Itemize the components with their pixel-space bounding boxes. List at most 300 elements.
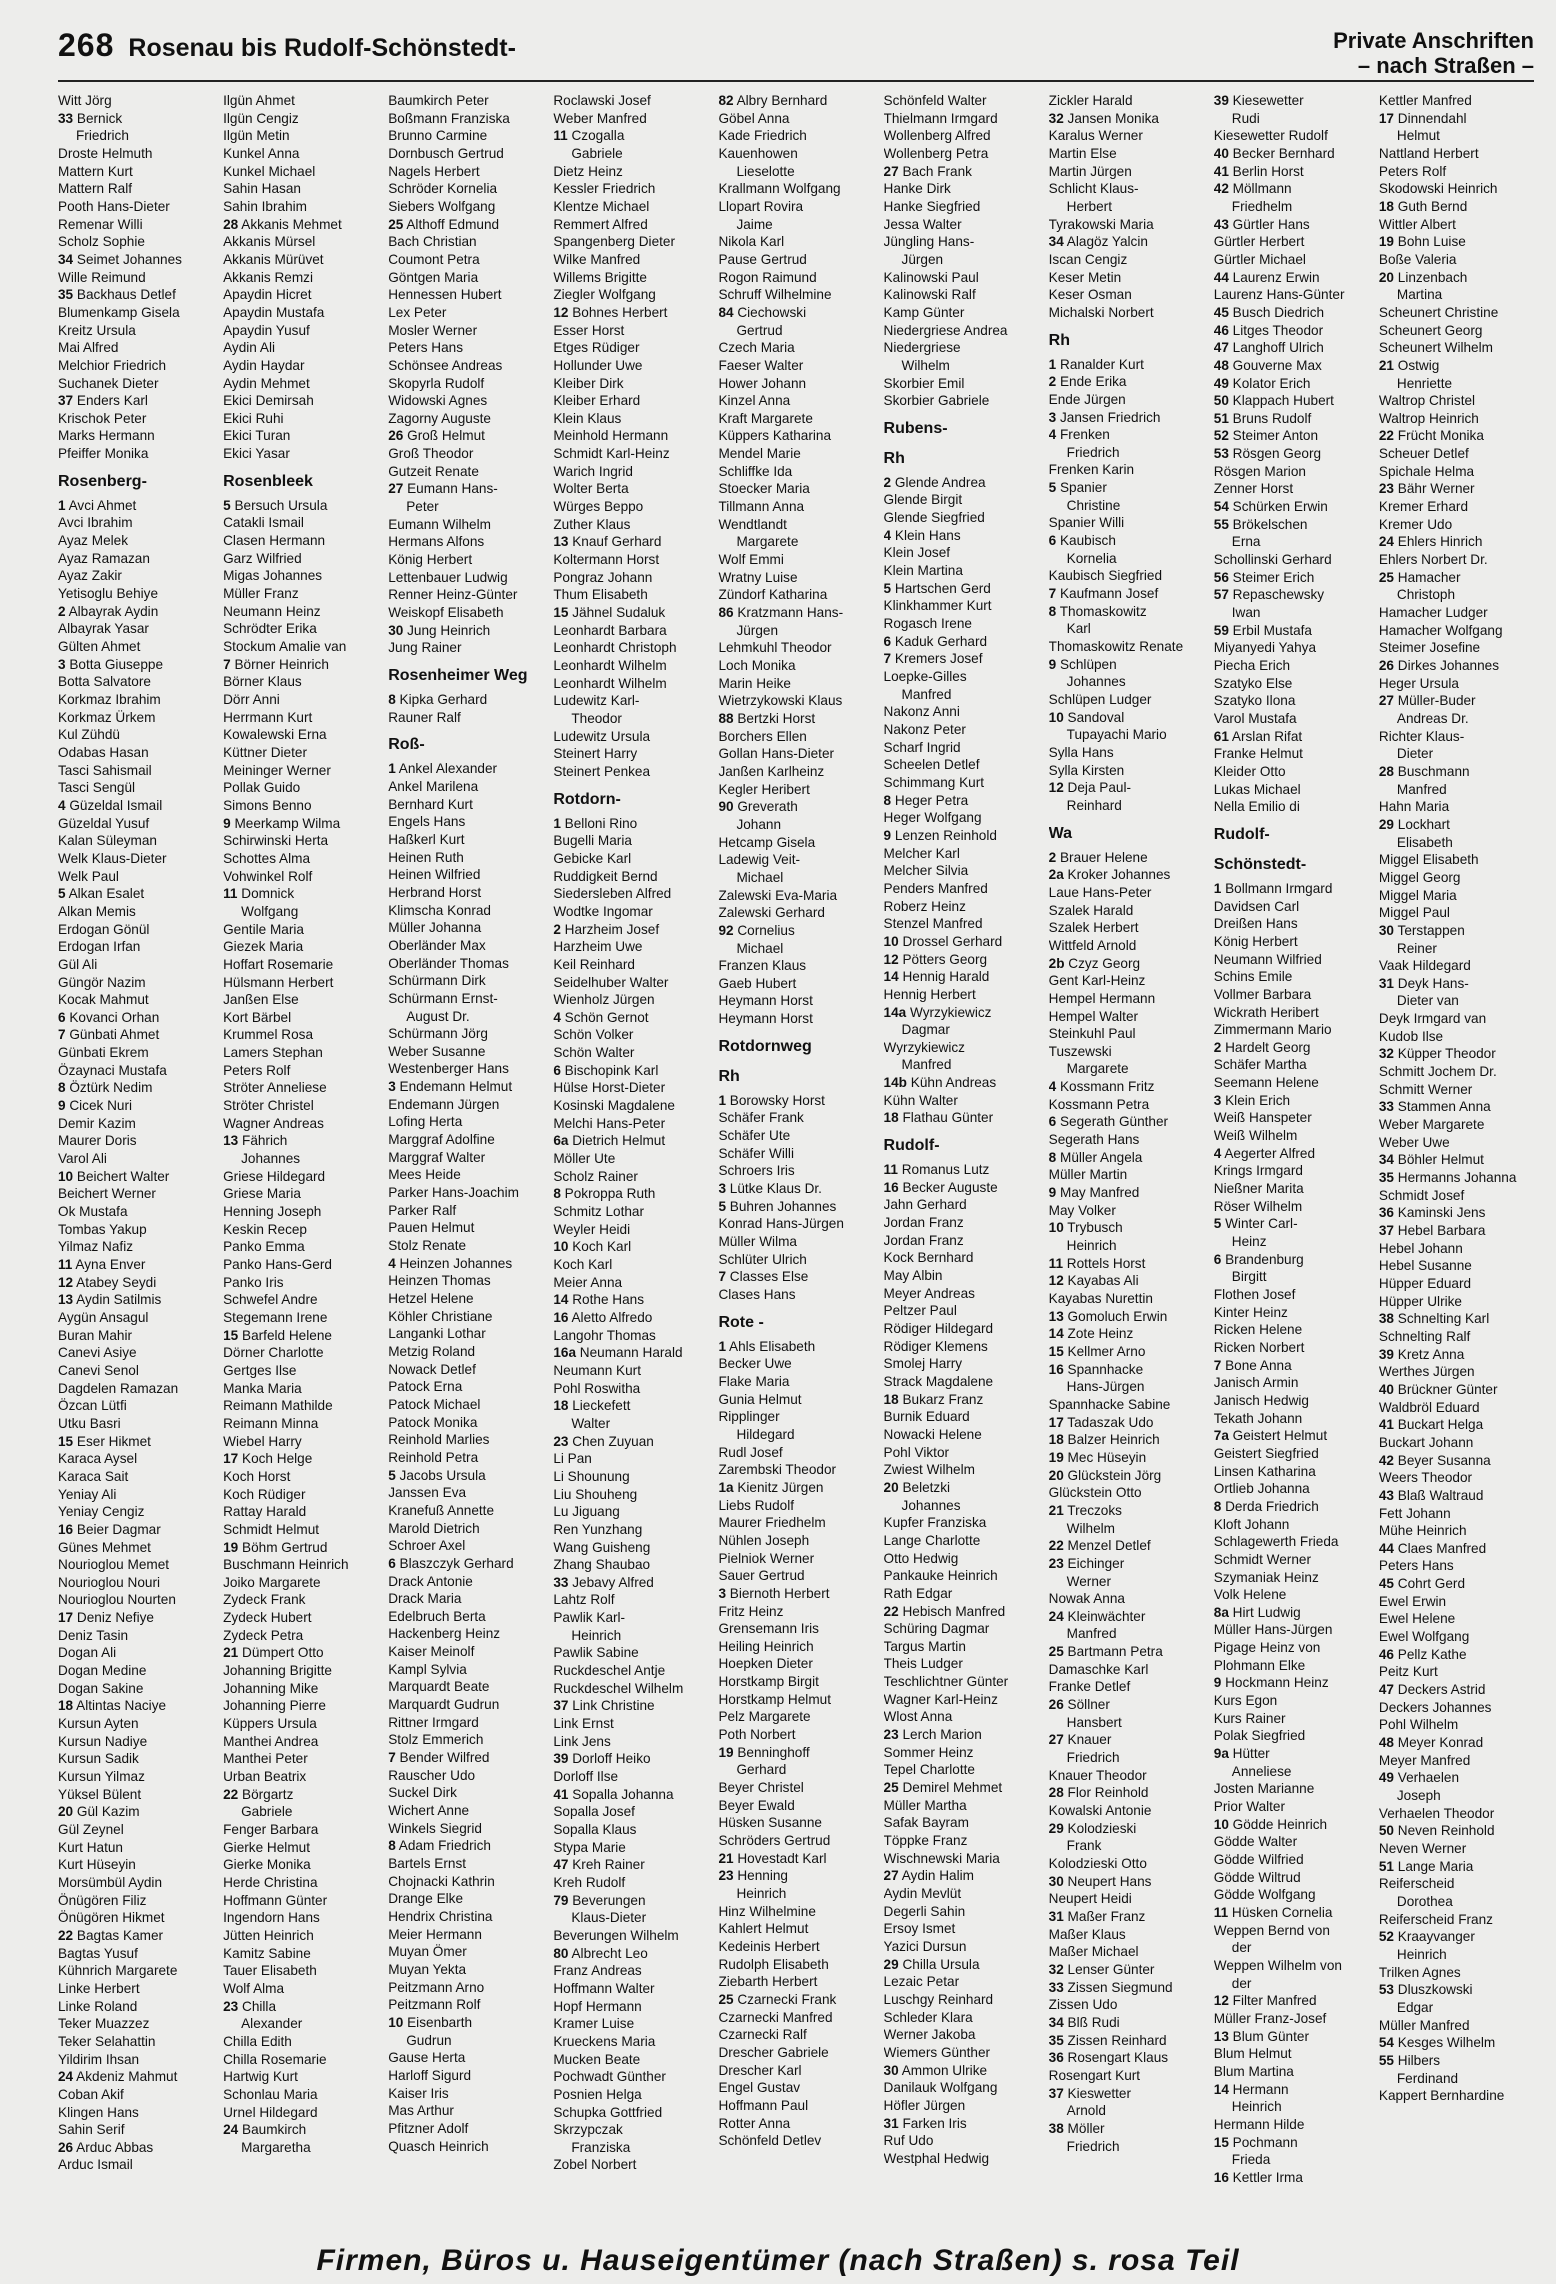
resident-entry: Hartwig Kurt [223, 2069, 298, 2085]
house-number: 24 [223, 2122, 239, 2138]
house-number: 41 [1378, 1417, 1394, 1433]
resident-entry: Köhler Christiane [388, 1308, 493, 1324]
resident-entry: Korkmaz Ibrahim [58, 692, 161, 707]
resident-entry: Ladewig Veit- [718, 852, 801, 868]
resident-entry: 55 Hilbers [1378, 2052, 1441, 2068]
resident-entry: Deniz Tasin [58, 1627, 129, 1643]
resident-entry: Krummel Rosa [223, 1027, 314, 1043]
resident-entry: Kowalewski Erna [223, 727, 327, 743]
entry-continuation: August Dr. [406, 1008, 470, 1024]
resident-entry: Schüring Dagmar [883, 1621, 990, 1637]
resident-entry: Waldbröl Eduard [1378, 1399, 1480, 1415]
resident-entry: Kupfer Franziska [883, 1515, 987, 1531]
resident-entry: 57 Repaschewsky [1213, 587, 1325, 603]
resident-entry: 3 Klein Erich [1213, 1092, 1291, 1108]
resident-entry: Rödiger Klemens [883, 1338, 988, 1354]
resident-entry: Bagtas Yusuf [58, 1945, 138, 1961]
resident-entry: Roclawski Josef [553, 93, 651, 108]
resident-entry: Hendrix Christina [388, 1908, 493, 1924]
resident-entry: Hoffmann Walter [553, 1980, 655, 1996]
house-number: 27 [883, 163, 899, 179]
house-number: 13 [223, 1133, 239, 1149]
resident-entry: Hamacher Ludger [1378, 605, 1488, 621]
resident-entry: Weber Margarete [1378, 1117, 1485, 1133]
resident-entry: Gierke Helmut [223, 1839, 310, 1855]
resident-entry: Schleder Klara [883, 2009, 973, 2025]
entry-continuation: Herbert [1066, 198, 1112, 214]
resident-entry: 12 Deja Paul- [1048, 780, 1132, 796]
resident-entry: Simons Benno [223, 797, 312, 813]
directory-column-4 [553, 92, 710, 2226]
resident-entry: 28 Akkanis Mehmet [223, 216, 342, 232]
resident-entry: König Herbert [388, 552, 473, 568]
house-number: 10 [58, 1168, 74, 1184]
resident-entry: Peters Hans [1378, 1558, 1454, 1574]
resident-entry: 19 Böhm Gertrud [223, 1539, 328, 1555]
resident-entry: Klein Klaus [553, 410, 622, 426]
entry-continuation: Wolfgang [241, 903, 299, 919]
resident-entry: Möller Ute [553, 1151, 616, 1167]
resident-entry: Tasci Sahismail [58, 762, 152, 778]
resident-entry: Westphal Hedwig [883, 2150, 990, 2166]
resident-entry: Keil Reinhard [553, 956, 635, 972]
resident-entry: Yeniay Ali [58, 1486, 117, 1502]
resident-entry: 2 Brauer Helene [1048, 849, 1148, 865]
resident-entry: Gertges Ilse [223, 1362, 297, 1378]
house-number: 4 [58, 797, 66, 813]
street-heading: Rudolf- [1213, 825, 1270, 843]
resident-entry: Karalus Werner [1048, 128, 1143, 144]
house-number: 22 [58, 1927, 74, 1943]
house-number: 7 [388, 1750, 396, 1766]
house-number: 18 [1378, 198, 1394, 214]
resident-entry: 27 Knauer [1048, 1732, 1112, 1748]
resident-entry: Scholz Sophie [58, 234, 145, 250]
house-number: 25 [1048, 1644, 1064, 1660]
resident-entry: Wollenberg Petra [883, 145, 989, 161]
house-number: 24 [58, 2069, 74, 2085]
resident-entry: Ludewitz Ursula [553, 728, 651, 744]
resident-entry: Tillmann Anna [718, 499, 805, 515]
resident-entry: Pauen Helmut [388, 1220, 475, 1236]
resident-entry: Dörner Charlotte [223, 1345, 324, 1361]
resident-entry: 1 Avci Ahmet [58, 497, 137, 513]
resident-entry: 8 Derda Friedrich [1213, 1498, 1319, 1514]
resident-entry: Mattern Ralf [58, 181, 133, 197]
house-number: 48 [1213, 357, 1229, 373]
resident-entry: 33 Stammen Anna [1378, 1099, 1491, 1115]
resident-entry: Aydin Mehmet [223, 375, 310, 391]
resident-entry: Segerath Hans [1048, 1132, 1140, 1148]
resident-entry: 22 Hebisch Manfred [883, 1603, 1006, 1619]
resident-entry: Marin Heike [718, 675, 791, 691]
resident-entry: Ruckdeschel Antje [553, 1663, 666, 1679]
resident-entry: Nakonz Peter [883, 722, 966, 737]
resident-entry: Siedersleben Alfred [553, 886, 672, 902]
resident-entry: Yüksel Bülent [58, 1786, 142, 1802]
resident-entry: Gent Karl-Heinz [1048, 973, 1146, 989]
resident-entry: Hebel Susanne [1378, 1258, 1472, 1274]
house-number: 22 [1378, 428, 1394, 444]
house-number: 27 [883, 1868, 899, 1884]
street-heading: Roß- [388, 736, 425, 754]
resident-entry: 6a Dietrich Helmut [553, 1133, 666, 1149]
resident-entry: Kul Zühdü [58, 727, 120, 743]
resident-entry: Burnik Eduard [883, 1409, 970, 1425]
resident-entry: 18 Balzer Heinrich [1048, 1432, 1160, 1448]
house-number: 9 [58, 1098, 66, 1114]
house-number: 3 [718, 1181, 726, 1197]
resident-entry: Knauer Theodor [1048, 1767, 1147, 1783]
resident-entry: Gierke Monika [223, 1857, 311, 1873]
resident-entry: Demir Kazim [58, 1115, 136, 1131]
house-number: 30 [388, 622, 404, 638]
entry-continuation: Johannes [1066, 674, 1126, 690]
resident-entry: Hanke Siegfried [883, 198, 981, 214]
resident-entry: Spichale Helma [1378, 463, 1475, 479]
entry-continuation: Heinrich [1231, 2099, 1282, 2115]
house-number: 15 [553, 605, 569, 621]
resident-entry: Metzig Roland [388, 1343, 476, 1359]
resident-entry: 19 Mec Hüseyin [1048, 1449, 1147, 1465]
resident-entry: Horstkamp Helmut [718, 1691, 831, 1707]
resident-entry: Wietrzykowski Klaus [718, 693, 843, 709]
resident-entry: Albayrak Yasar [58, 621, 149, 637]
house-number: 27 [1048, 1732, 1064, 1748]
entry-continuation: Lieselotte [736, 163, 795, 179]
resident-entry: Zagorny Auguste [388, 410, 491, 426]
resident-entry: 11 Romanus Lutz [883, 1162, 990, 1178]
resident-entry: 10 Drossel Gerhard [883, 933, 1003, 949]
resident-entry: Zenner Horst [1213, 481, 1294, 497]
resident-entry: Suckel Dirk [388, 1785, 457, 1801]
resident-entry: Rogasch Irene [883, 616, 972, 632]
house-number: 16a [553, 1345, 577, 1361]
resident-entry: Niedergriese [883, 340, 961, 356]
resident-entry: 50 Neven Reinhold [1378, 1823, 1495, 1839]
resident-entry: Miggel Georg [1378, 869, 1461, 885]
resident-entry: Urban Beatrix [223, 1769, 307, 1785]
resident-entry: 27 Aydin Halim [883, 1868, 974, 1884]
resident-entry: 18 Lieckefett [553, 1398, 631, 1414]
resident-entry: Gödde Wilfried [1213, 1852, 1304, 1867]
resident-entry: Koltermann Horst [553, 552, 660, 568]
resident-entry: Wendtlandt [718, 516, 787, 532]
house-number: 6 [58, 1009, 66, 1025]
resident-entry: Poth Norbert [718, 1727, 796, 1743]
resident-entry: Wickrath Heribert [1213, 1004, 1319, 1020]
house-number: 10 [883, 933, 899, 949]
house-number: 4 [388, 1255, 396, 1271]
resident-entry: Hempel Hermann [1048, 990, 1156, 1006]
house-number: 29 [1048, 1820, 1064, 1836]
house-number: 33 [1378, 1099, 1394, 1115]
resident-entry: Rosengart Kurt [1048, 2067, 1141, 2083]
resident-entry: Szalek Herbert [1048, 920, 1139, 936]
house-number: 57 [1213, 587, 1229, 603]
resident-entry: Canevi Asiye [58, 1345, 137, 1361]
resident-entry: 1 Ahls Elisabeth [718, 1338, 816, 1354]
resident-entry: 5 Hartschen Gerd [883, 580, 991, 596]
house-number: 35 [1048, 2032, 1064, 2048]
resident-entry: 23 Eichinger [1048, 1555, 1125, 1571]
resident-entry: Schimmang Kurt [883, 774, 985, 790]
resident-entry: Drack Antonie [388, 1573, 473, 1589]
resident-entry: Franzen Klaus [718, 958, 807, 974]
resident-entry: Bernhard Kurt [388, 796, 473, 812]
resident-entry: 39 Dorloff Heiko [553, 1751, 651, 1767]
resident-entry: Lettenbauer Ludwig [388, 569, 508, 585]
resident-entry: 56 Steimer Erich [1213, 569, 1315, 585]
house-number: 31 [883, 2115, 899, 2131]
resident-entry: 80 Albrecht Leo [553, 1945, 648, 1961]
resident-entry: 18 Guth Bernd [1378, 198, 1468, 214]
entry-continuation: Margarete [736, 534, 799, 550]
resident-entry: Frenken Karin [1048, 462, 1135, 478]
resident-entry: Schäfer Willi [718, 1145, 794, 1161]
house-number: 8 [553, 1186, 561, 1202]
resident-entry: Tekath Johann [1213, 1410, 1303, 1426]
house-number: 43 [1213, 216, 1229, 232]
house-number: 43 [1378, 1487, 1394, 1503]
house-number: 27 [1378, 693, 1394, 709]
resident-entry: Küttner Dieter [223, 744, 307, 760]
resident-entry: Gürtler Michael [1213, 251, 1306, 267]
house-number: 26 [388, 428, 404, 444]
resident-entry: Dornbusch Gertrud [388, 145, 504, 161]
resident-entry: Kramer Luise [553, 2016, 635, 2032]
resident-entry: 34 Alagöz Yalcin [1048, 234, 1148, 250]
house-number: 18 [58, 1698, 74, 1714]
resident-entry: Posnien Helga [553, 2086, 642, 2102]
resident-entry: Fritz Heinz [718, 1603, 784, 1619]
resident-entry: Ortlieb Johanna [1213, 1481, 1310, 1497]
resident-entry: Siebers Wolfgang [388, 198, 496, 214]
resident-entry: Hüsken Susanne [718, 1815, 822, 1831]
house-number: 15 [1048, 1343, 1064, 1359]
resident-entry: Kleiber Dirk [553, 375, 624, 391]
resident-entry: Ilgün Ahmet [223, 93, 295, 108]
resident-entry: 7 Börner Heinrich [223, 656, 329, 672]
resident-entry: 20 Glückstein Jörg [1048, 1467, 1162, 1483]
resident-entry: Panko Emma [223, 1239, 305, 1255]
resident-entry: Penders Manfred [883, 880, 988, 896]
street-heading: Rosenheimer Weg [388, 667, 528, 684]
resident-entry: Nowack Detlef [388, 1361, 476, 1377]
resident-entry: Steinkuhl Paul [1048, 1026, 1136, 1042]
resident-entry: Bugelli Maria [553, 833, 632, 849]
resident-entry: Fenger Barbara [223, 1822, 319, 1837]
resident-entry: Tauer Elisabeth [223, 1963, 317, 1979]
resident-entry: 13 Aydin Satilmis [58, 1292, 162, 1308]
resident-entry: 13 Gomoluch Erwin [1048, 1308, 1168, 1324]
house-number: 7a [1213, 1428, 1229, 1444]
resident-entry: Kühnrich Margarete [58, 1963, 178, 1979]
resident-entry: Kursun Nadiye [58, 1733, 148, 1749]
resident-entry: Reimann Mathilde [223, 1398, 333, 1414]
resident-entry: 34 Böhler Helmut [1378, 1152, 1484, 1168]
house-number: 9 [883, 827, 892, 843]
house-number: 6a [553, 1133, 569, 1149]
resident-entry: Gül Zeynel [58, 1822, 124, 1837]
resident-entry: Marks Hermann [58, 428, 155, 444]
house-number: 7 [58, 1027, 66, 1043]
resident-entry: Hetzel Helene [388, 1291, 474, 1306]
resident-entry: 18 Bukarz Franz [883, 1391, 984, 1407]
resident-entry: Weber Uwe [1378, 1134, 1450, 1150]
resident-entry: Kinzel Anna [718, 393, 791, 409]
resident-entry: 13 Fährich [223, 1133, 288, 1149]
house-number: 3 [1048, 409, 1057, 425]
entry-continuation: Margarete [1066, 1061, 1129, 1077]
resident-entry: Renner Heinz-Günter [388, 587, 518, 603]
resident-entry: 17 Dinnendahl [1378, 110, 1467, 126]
resident-entry: Liebs Rudolf [718, 1497, 795, 1513]
resident-entry: Boßmann Franziska [388, 110, 510, 126]
house-number: 54 [1378, 2035, 1394, 2051]
resident-entry: Herbrand Horst [388, 884, 482, 900]
resident-entry: 24 Ehlers Hinrich [1378, 534, 1483, 550]
resident-entry: Sopalla Klaus [553, 1822, 637, 1837]
resident-entry: Tyrakowski Maria [1048, 216, 1154, 232]
resident-entry: Janisch Hedwig [1213, 1392, 1309, 1408]
resident-entry: 21 Hovestadt Karl [718, 1850, 827, 1866]
resident-entry: 44 Claes Manfred [1378, 1540, 1487, 1556]
resident-entry: Pankauke Heinrich [883, 1568, 998, 1584]
resident-entry: Mosler Werner [388, 322, 478, 338]
resident-entry: Wolf Emmi [718, 552, 784, 568]
resident-entry: Klentze Michael [553, 198, 650, 214]
resident-entry: 13 Knauf Gerhard [553, 534, 662, 550]
house-number: 19 [223, 1539, 239, 1555]
resident-entry: Laue Hans-Peter [1048, 884, 1152, 900]
resident-entry: 3 Biernoth Herbert [718, 1585, 830, 1601]
resident-entry: Kaiser Meinolf [388, 1644, 475, 1660]
house-number: 44 [1378, 1540, 1394, 1556]
resident-entry: Skrzypczak [553, 2122, 623, 2138]
house-number: 28 [223, 216, 239, 232]
resident-entry: Panko Hans-Gerd [223, 1257, 332, 1272]
resident-entry: Mees Heide [388, 1167, 461, 1183]
resident-entry: Wichert Anne [388, 1803, 470, 1819]
resident-entry: Szymaniak Heinz [1213, 1569, 1319, 1585]
resident-entry: Schäfer Frank [718, 1110, 804, 1126]
resident-entry: 7 Bender Wilfred [388, 1750, 490, 1766]
resident-entry: Franz Andreas [553, 1963, 642, 1979]
resident-entry: 35 Hermanns Johanna [1378, 1170, 1517, 1186]
resident-entry: Schupka Gottfried [553, 2104, 663, 2120]
house-number: 1a [718, 1479, 734, 1495]
resident-entry: Melchior Friedrich [58, 357, 167, 373]
resident-entry: 11 Ayna Enver [58, 1257, 146, 1272]
resident-entry: 1 Ankel Alexander [388, 761, 498, 777]
resident-entry: Eumann Wilhelm [388, 516, 491, 532]
resident-entry: 12 Bohnes Herbert [553, 304, 668, 320]
house-number: 2a [1048, 867, 1064, 883]
resident-entry: Thielmann Irmgard [883, 110, 998, 126]
house-number: 1 [1048, 356, 1057, 372]
house-number: 41 [553, 1786, 569, 1802]
resident-entry: Gentile Maria [223, 921, 304, 937]
resident-entry: 11 Czogalla [553, 128, 625, 144]
resident-entry: Klinkhammer Kurt [883, 598, 992, 614]
resident-entry: Heiling Heinrich [718, 1638, 814, 1654]
resident-entry: Griese Maria [223, 1186, 301, 1202]
entry-continuation: Anneliese [1231, 1763, 1292, 1779]
resident-entry: 35 Backhaus Detlef [58, 287, 176, 303]
house-number: 37 [58, 393, 74, 409]
resident-entry: Wilke Manfred [553, 251, 641, 267]
resident-entry: Neumann Wilfried [1213, 951, 1322, 967]
house-number: 9 [1213, 1675, 1222, 1691]
resident-entry: Muyan Ömer [388, 1944, 467, 1960]
resident-entry: Kettler Manfred [1378, 93, 1472, 108]
resident-entry: Muyan Yekta [388, 1961, 467, 1977]
resident-entry: 10 Trybusch [1048, 1220, 1123, 1236]
resident-entry: 7a Geistert Helmut [1213, 1428, 1328, 1444]
resident-entry: Kampl Sylvia [388, 1661, 467, 1677]
resident-entry: Czarnecki Ralf [718, 2027, 807, 2043]
resident-entry: 13 Blum Günter [1213, 2028, 1309, 2044]
resident-entry: Yeniay Cengiz [58, 1504, 145, 1520]
resident-entry: Heinen Wilfried [388, 867, 481, 883]
resident-entry: Gödde Wiltrud [1213, 1869, 1301, 1885]
house-number: 49 [1378, 1770, 1394, 1786]
resident-entry: Lahtz Rolf [553, 1592, 615, 1608]
resident-entry: Würges Beppo [553, 499, 644, 515]
house-number: 11 [58, 1257, 73, 1272]
house-number: 4 [1048, 427, 1057, 443]
resident-entry: Gül Ali [58, 956, 98, 972]
resident-entry: Mendel Marie [718, 446, 801, 462]
resident-entry: Reimann Minna [223, 1415, 319, 1431]
house-number: 30 [1048, 1873, 1064, 1889]
house-number: 44 [1213, 269, 1229, 285]
house-number: 8 [58, 1080, 66, 1096]
directory-column-2 [223, 92, 380, 2226]
resident-entry: 11 Rottels Horst [1048, 1255, 1146, 1271]
resident-entry: Chilla Rosemarie [223, 2051, 327, 2067]
resident-entry: 8 Öztürk Nedim [58, 1080, 153, 1096]
resident-entry: Otto Hedwig [883, 1550, 959, 1566]
resident-entry: 23 Chen Zuyuan [553, 1433, 654, 1449]
resident-entry: Schroers Iris [718, 1163, 795, 1179]
resident-entry: Wang Guisheng [553, 1539, 651, 1555]
resident-entry: 7 Günbati Ahmet [58, 1027, 160, 1043]
resident-entry: Pawlik Karl- [553, 1610, 626, 1626]
resident-entry: Alkan Memis [58, 903, 136, 919]
resident-entry: Schön Volker [553, 1027, 634, 1043]
house-number: 16 [883, 1179, 899, 1195]
resident-entry: 32 Jansen Monika [1048, 110, 1159, 126]
resident-entry: Janßen Else [223, 992, 299, 1008]
resident-entry: Wolter Berta [553, 481, 629, 497]
resident-entry: Ilgün Metin [223, 128, 290, 144]
resident-entry: Link Ernst [553, 1716, 614, 1732]
entry-continuation: Erna [1231, 534, 1261, 550]
resident-entry: 10 Koch Karl [553, 1239, 632, 1255]
resident-entry: Lukas Michael [1213, 781, 1301, 797]
directory-column-8 [1214, 92, 1371, 2226]
resident-entry: Kaiser Iris [388, 2085, 449, 2101]
resident-entry: Giezek Maria [223, 939, 304, 955]
house-number: 10 [553, 1239, 569, 1255]
resident-entry: Vollmer Barbara [1213, 986, 1312, 1002]
house-number: 8 [1048, 1149, 1057, 1165]
house-number: 47 [1378, 1682, 1394, 1698]
resident-entry: Jüngling Hans- [883, 234, 975, 250]
house-number: 18 [1048, 1432, 1064, 1448]
